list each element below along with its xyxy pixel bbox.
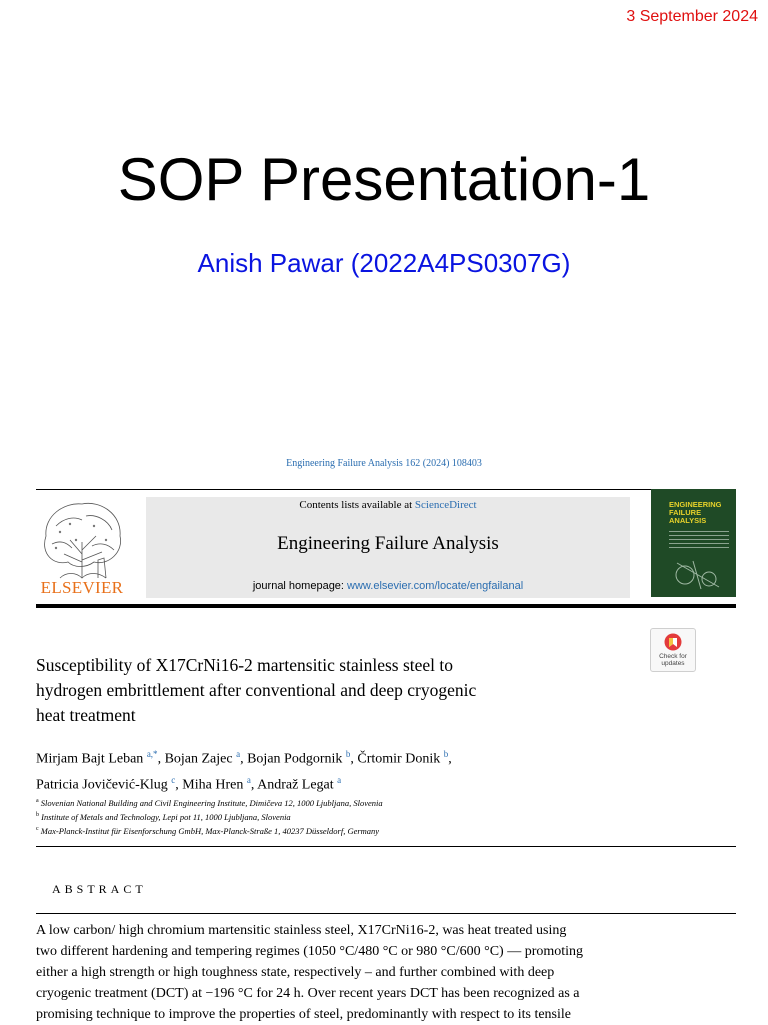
check-updates-label: Check for updates: [659, 653, 687, 667]
affiliation-item: [36, 809, 636, 823]
cover-title: ENGINEERING FAILURE ANALYSIS: [669, 500, 722, 525]
author-affil-mark[interactable]: a: [236, 749, 241, 759]
homepage-prefix: journal homepage:: [252, 580, 348, 592]
author-affil-mark[interactable]: b: [443, 749, 449, 759]
article-title-line: hydrogen embrittlement after conventional and deep cryogenic: [36, 680, 477, 700]
abstract-heading: ABSTRACT: [52, 882, 147, 896]
abstract-body: [36, 920, 736, 1025]
abstract-line: promising technique to improve the properties of steel, predominantly with respect to its tensile: [36, 1007, 571, 1022]
author-name[interactable]: Mirjam Bajt Leban: [36, 751, 144, 767]
journal-name: Engineering Failure Analysis: [277, 533, 499, 554]
slide-title: SOP Presentation-1: [117, 146, 651, 213]
publisher-wordmark: ELSEVIER: [40, 578, 124, 597]
affiliation-divider: [36, 846, 736, 847]
affiliation-mark: b: [36, 811, 39, 818]
contents-prefix: Contents lists available at: [299, 499, 415, 511]
author-separator: ,: [350, 751, 358, 767]
author-separator: ,: [175, 777, 183, 793]
abstract-line: two different hardening and tempering regimes (1050 °C/480 °C or 980 °C/600 °C) — promoting: [36, 944, 584, 959]
affiliation-mark: a: [36, 798, 39, 804]
author-name[interactable]: Andraž Legat: [257, 777, 334, 793]
author-name[interactable]: Miha Hren: [182, 777, 244, 793]
article-title: [36, 653, 636, 728]
affiliation-text: Institute of Metals and Technology, Lepi pot 11, 1000 Ljubljana, Slovenia: [41, 811, 291, 822]
abstract-line: cryogenic treatment (DCT) at −196 °C for 24 h. Over recent years DCT has been recognized as a: [36, 986, 580, 1001]
homepage-link[interactable]: www.elsevier.com/locate/engfailanal: [347, 580, 524, 592]
author-affil-mark[interactable]: b: [345, 749, 351, 759]
homepage-line: [146, 580, 630, 592]
affiliation-text: Max-Planck-Institut für Eisenforschung GmbH, Max-Planck-Straße 1, 40237 Düsseldorf, Germany: [40, 825, 380, 836]
author-affil-mark[interactable]: a,*: [146, 749, 158, 759]
author-separator: ,: [157, 751, 165, 767]
cover-illustration: [673, 559, 723, 591]
contents-line: [146, 499, 630, 511]
author-affil-mark[interactable]: a: [337, 774, 342, 785]
author-affil-mark[interactable]: a: [246, 774, 251, 785]
abstract-line: A low carbon/ high chromium martensitic stainless steel, X17CrNi16-2, was heat treated using: [36, 923, 567, 938]
cover-text-lines: [669, 531, 729, 551]
author-affil-mark[interactable]: c: [171, 774, 176, 785]
affiliation-list: [36, 795, 636, 836]
check-for-updates-button[interactable]: [650, 628, 696, 672]
header-bottom-rule: [36, 604, 736, 608]
sciencedirect-link[interactable]: ScienceDirect: [414, 499, 477, 511]
author-name[interactable]: Bojan Podgornik: [247, 751, 343, 767]
author-separator: ,: [250, 777, 258, 793]
author-line: [36, 744, 636, 770]
article-title-line: Susceptibility of X17CrNi16-2 martensitic stainless steel to: [36, 655, 454, 675]
abstract-divider: [36, 913, 736, 914]
affiliation-item: [36, 823, 636, 837]
article-title-line: heat treatment: [36, 705, 136, 725]
journal-reference[interactable]: Engineering Failure Analysis 162 (2024) 108403: [286, 458, 482, 469]
affiliation-item: [36, 795, 636, 809]
author-separator: ,: [240, 751, 248, 767]
author-separator: ,: [448, 751, 452, 767]
affiliation-mark: c: [36, 825, 39, 832]
check-updates-icon: [663, 632, 683, 652]
journal-cover-thumbnail[interactable]: [651, 489, 736, 597]
author-line: [36, 770, 636, 796]
author-list: [36, 744, 636, 795]
header-top-rule: [36, 489, 736, 490]
author-name[interactable]: Patricia Jovičević-Klug: [36, 777, 168, 793]
author-name[interactable]: Bojan Zajec: [164, 751, 233, 767]
presenter-name: Anish Pawar (2022A4PS0307G): [197, 248, 571, 278]
abstract-line: either a high strength or high toughness state, respectively – and further combined with deep: [36, 965, 555, 980]
author-name[interactable]: Črtomir Donik: [357, 751, 441, 767]
slide-date: 3 September 2024: [626, 8, 758, 25]
affiliation-text: Slovenian National Building and Civil Engineering Institute, Dimičeva 12, 1000 Ljubljana, Slovenia: [40, 797, 383, 808]
